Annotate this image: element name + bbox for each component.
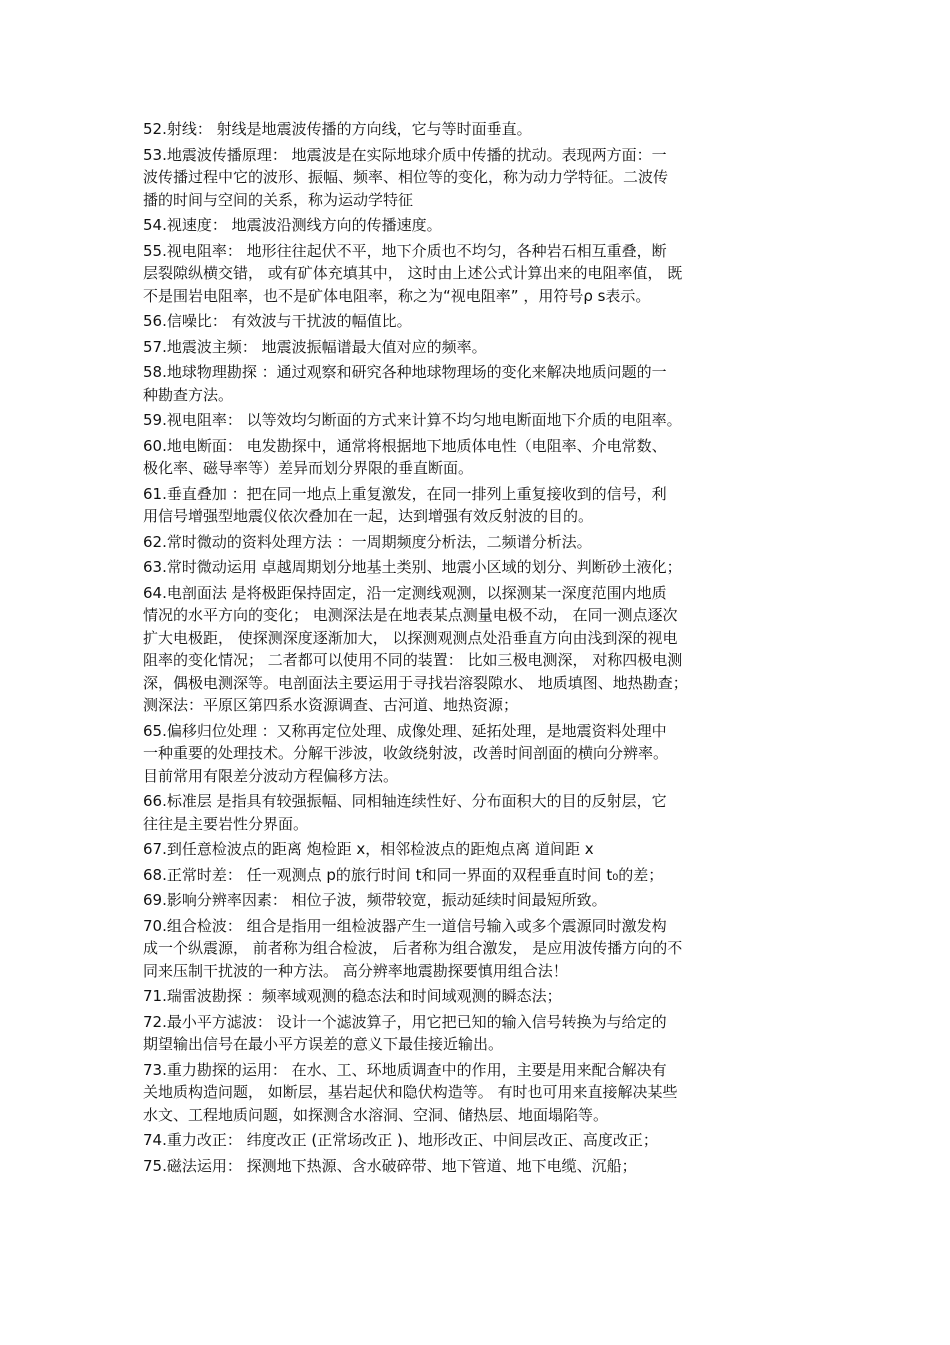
term-entry: [143, 582, 823, 717]
entry-text-line: 一种重要的处理技术。分解干涉波，收敛绕射波，改善时间剖面的横向分辨率。: [143, 744, 669, 762]
entry-text-line: 波传播过程中它的波形、振幅、频率、相位等的变化，称为动力学特征。二波传: [143, 168, 669, 186]
term-entry: [143, 483, 823, 528]
entry-text-line: 55.视电阻率： 地形往往起伏不平，地下介质也不均匀，各种岩石相互重叠，断: [143, 241, 667, 260]
entry-text-line: 58.地球物理勘探 ：通过观察和研究各种地球物理场的变化来解决地质问题的一: [143, 363, 667, 381]
entry-text-line: 水文、工程地质问题，如探测含水溶洞、空洞、储热层、地面塌陷等。: [143, 1105, 609, 1124]
entry-text-line: 不是围岩电阻率，也不是矿体电阻率，称之为“视电阻率” ，用符号ρ s表示。: [143, 286, 651, 305]
entry-text-line: 层裂隙纵横交错， 或有矿体充填其中， 这时由上述公式计算出来的电阻率值， 既: [143, 264, 683, 282]
term-entry: [143, 889, 823, 912]
entry-text-line: 66.标准层 是指具有较强振幅、同相轴连续性好、分布面积大的目的反射层，它: [143, 792, 667, 810]
entry-text-line: 67.到任意检波点的距离 炮检距 x，相邻检波点的距炮点离 道间距 x: [143, 840, 594, 858]
entry-text-line: 极化率、磁导率等）差异而划分界限的垂直断面。: [143, 459, 474, 477]
entry-text-line: 62.常时微动的资料处理方法 ：一周期频度分析法，二频谱分析法。: [143, 532, 592, 551]
entry-text-line: 70.组合检波： 组合是指用一组检波器产生一道信号输入或多个震源同时激发构: [143, 916, 667, 935]
entry-text-line: 关地质构造问题， 如断层，基岩起伏和隐伏构造等。 有时也可用来直接解决某些: [143, 1083, 678, 1101]
entry-text-line: 57.地震波主频： 地震波振幅谱最大值对应的频率。: [143, 337, 487, 356]
term-entry: [143, 1059, 823, 1127]
entry-text-line: 期望输出信号在最小平方误差的意义下最佳接近输出。: [143, 1035, 504, 1053]
entry-text-line: 情况的水平方向的变化； 电测深法是在地表某点测量电极不动， 在同一测点逐次: [143, 606, 678, 624]
entry-text-line: 目前常用有限差分波动方程偏移方法。: [143, 766, 399, 785]
entry-text-line: 深，偶极电测深等。电剖面法主要运用于寻找岩溶裂隙水、 地质填图、地热勘查；: [143, 673, 688, 692]
entry-text-line: 59.视电阻率： 以等效均匀断面的方式来计算不均匀地电断面地下介质的电阻率。: [143, 411, 682, 429]
entry-text-line: 73.重力勘探的运用： 在水、工、环地质调查中的作用，主要是用来配合解决有: [143, 1060, 667, 1079]
entry-text-line: 53.地震波传播原理： 地震波是在实际地球介质中传播的扰动。表现两方面：一: [143, 145, 667, 164]
term-entry: [143, 435, 823, 480]
entry-text-line: 扩大电极距， 使探测深度逐渐加大， 以探测观测点处沿垂直方向由浅到深的视电: [143, 628, 678, 647]
entry-text-line: 60.地电断面： 电发勘探中，通常将根据地下地质体电性（电阻率、介电常数、: [143, 436, 667, 455]
entry-text-line: 65.偏移归位处理 ：又称再定位处理、成像处理、延拓处理，是地震资料处理中: [143, 721, 667, 740]
entry-text-line: 68.正常时差： 任一观测点 p的旅行时间 t和同一界面的双程垂直时间 t₀的差；: [143, 865, 664, 884]
term-entry: [143, 1129, 823, 1152]
term-entry: [143, 118, 823, 141]
entry-text-line: 56.信噪比： 有效波与干扰波的幅值比。: [143, 312, 412, 330]
term-entry: [143, 864, 823, 887]
term-entry: [143, 409, 823, 432]
term-entry: [143, 240, 823, 308]
entry-text-line: 72.最小平方滤波： 设计一个滤波算子，用它把已知的输入信号转换为与给定的: [143, 1012, 667, 1031]
entry-text-line: 75.磁法运用： 探测地下热源、含水破碎带、地下管道、地下电缆、沉船；: [143, 1156, 637, 1175]
term-entry: [143, 214, 823, 237]
entry-text-line: 63.常时微动运用 卓越周期划分地基土类别、地震小区域的划分、判断砂土液化；: [143, 558, 682, 576]
entry-text-line: 种勘查方法。: [143, 385, 234, 404]
entry-text-line: 61.垂直叠加 ：把在同一地点上重复激发，在同一排列上重复接收到的信号，利: [143, 484, 667, 503]
term-entry: [143, 556, 823, 579]
entry-text-line: 往往是主要岩性分界面。: [143, 814, 309, 833]
entry-text-line: 播的时间与空间的关系，称为运动学特征: [143, 190, 414, 209]
term-entry: [143, 1011, 823, 1056]
term-entry: [143, 1155, 823, 1178]
entry-text-line: 74.重力改正： 纬度改正 (正常场改正 )、地形改正、中间层改正、高度改正；: [143, 1131, 658, 1149]
term-entry: [143, 838, 823, 861]
entry-text-line: 52.射线： 射线是地震波传播的方向线，它与等时面垂直。: [143, 120, 532, 138]
entry-text-line: 64.电剖面法 是将极距保持固定，沿一定测线观测，以探测某一深度范围内地质: [143, 583, 667, 602]
entry-text-line: 69.影响分辨率因素： 相位子波，频带较宽，振动延续时间最短所致。: [143, 891, 607, 909]
term-entry: [143, 985, 823, 1008]
entry-text-line: 成一个纵震源， 前者称为组合检波， 后者称为组合激发， 是应用波传播方向的不: [143, 939, 683, 957]
term-entry: [143, 720, 823, 788]
document-page: [143, 118, 823, 1180]
term-entry: [143, 144, 823, 212]
term-entry: [143, 531, 823, 554]
term-entry: [143, 790, 823, 835]
entry-text-line: 71.瑞雷波勘探 ：频率域观测的稳态法和时间域观测的瞬态法；: [143, 987, 562, 1005]
entry-text-line: 同来压制干扰波的一种方法。 高分辨率地震勘探要慎用组合法！: [143, 961, 568, 980]
entry-text-line: 54.视速度： 地震波沿测线方向的传播速度。: [143, 216, 442, 234]
term-entry: [143, 915, 823, 983]
entry-text-line: 测深法：平原区第四系水资源调查、古河道、地热资源；: [143, 696, 519, 714]
entry-text-line: 阻率的变化情况； 二者都可以使用不同的装置： 比如三极电测深， 对称四极电测: [143, 651, 683, 669]
entry-text-line: 用信号增强型地震仪依次叠加在一起，达到增强有效反射波的目的。: [143, 507, 594, 525]
term-entry: [143, 361, 823, 406]
term-entry: [143, 310, 823, 333]
term-entry: [143, 336, 823, 359]
